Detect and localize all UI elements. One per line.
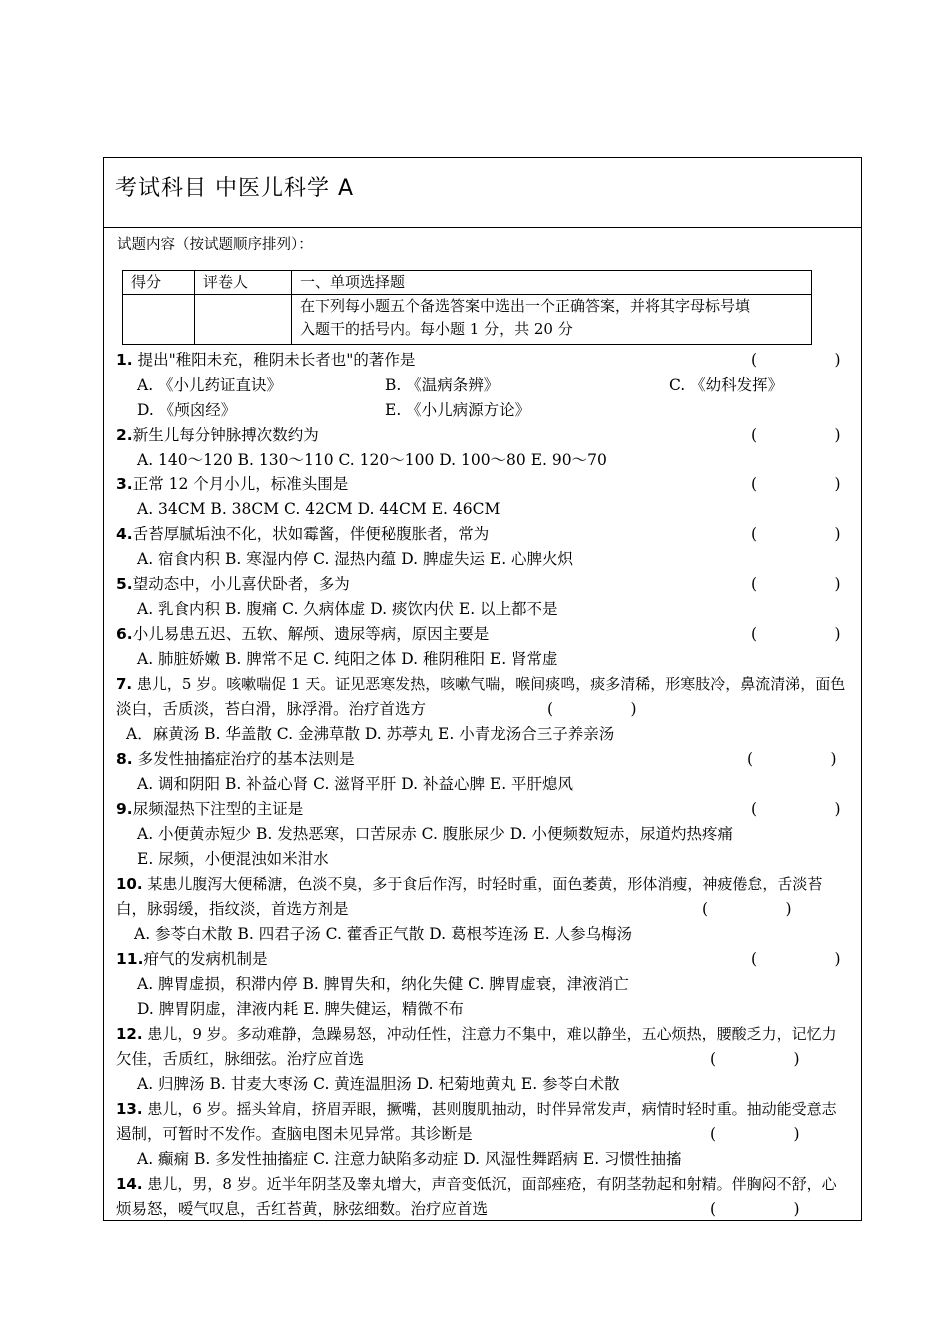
question-text: 患儿，6 岁。摇头耸肩，挤眉弄眼，撅嘴，甚则腹肌抽动，时伴异常发声，病情时轻时重。抽动能受意志 [142, 1100, 837, 1118]
question-number: 1. [116, 351, 133, 369]
question-1-options-row-2 [137, 398, 530, 422]
question-13-stem-line-2: 遏制，可暂时不发作。查脑电图未见异常。其诊断是 [116, 1125, 473, 1143]
option-d: D. 《颅囟经》 [137, 401, 237, 419]
question-number: 6. [116, 625, 133, 643]
answer-bracket[interactable]: ( ) [747, 750, 837, 768]
question-6-options: A. 肺脏娇嫩 B. 脾常不足 C. 纯阳之体 D. 稚阴稚阳 E. 肾常虚 [137, 650, 558, 668]
option-b: B. 《温病条辨》 [385, 376, 500, 394]
score-label: 得分 [123, 271, 195, 295]
question-text: 某患儿腹泻大便稀溏，色淡不臭，多于食后作泻，时轻时重，面色萎黄，形体消瘦，神疲倦怠，舌淡苔 [142, 875, 823, 893]
question-text: 新生儿每分钟脉搏次数约为 [132, 426, 319, 444]
question-4-options: A. 宿食内积 B. 寒湿内停 C. 湿热内蕴 D. 脾虚失运 E. 心脾火炽 [137, 550, 574, 568]
question-1-stem [116, 348, 415, 372]
question-text: 患儿，5 岁。咳嗽喘促 1 天。证见恶寒发热，咳嗽气喘，喉间痰鸣，痰多清稀，形寒肢冷，鼻流清涕，面色 [132, 675, 846, 693]
answer-bracket[interactable]: ( ) [547, 700, 637, 718]
question-text: 多发性抽搐症治疗的基本法则是 [132, 750, 355, 768]
instructions-line-2: 入题干的括号内。每小题 1 分，共 20 分 [300, 320, 573, 338]
answer-bracket[interactable]: ( ) [702, 900, 792, 918]
question-number: 11. [116, 950, 144, 968]
question-3-options: A. 34CM B. 38CM C. 42CM D. 44CM E. 46CM [137, 500, 501, 518]
question-number: 12. [116, 1025, 143, 1043]
question-number: 4. [116, 525, 133, 543]
question-text: 尿频湿热下注型的主证是 [132, 800, 304, 818]
grader-label: 评卷人 [195, 271, 292, 295]
question-number: 7. [116, 675, 133, 693]
option-c: C. 《幼科发挥》 [669, 376, 784, 394]
question-number: 2. [116, 426, 133, 444]
question-number: 8. [116, 750, 133, 768]
question-10-stem-line-1 [116, 872, 822, 896]
question-number: 14. [116, 1175, 143, 1193]
section-title: 一、单项选择题 [292, 271, 812, 295]
question-number: 3. [116, 475, 133, 493]
option-e: E. 《小儿病源方论》 [385, 401, 531, 419]
answer-bracket[interactable]: ( ) [751, 525, 841, 543]
question-7-stem-line-1 [116, 672, 845, 696]
question-4-stem [116, 522, 489, 546]
question-5-options: A. 乳食内积 B. 腹痛 C. 久病体虚 D. 痰饮内伏 E. 以上都不是 [137, 600, 558, 618]
question-number: 9. [116, 800, 133, 818]
question-text: 患儿，9 岁。多动难静，急躁易怒，冲动任性，注意力不集中，难以静坐，五心烦热，腰酸乏力，记忆力 [142, 1025, 837, 1043]
question-8-stem [116, 747, 355, 771]
answer-bracket[interactable]: ( ) [751, 800, 841, 818]
question-7-stem-line-2: 淡白，舌质淡，苔白滑，脉浮滑。治疗首选方 [116, 700, 427, 718]
score-cell[interactable] [123, 295, 195, 345]
question-text: 小儿易患五迟、五软、解颅、遗尿等病，原因主要是 [132, 625, 490, 643]
question-text: 正常 12 个月小儿，标准头围是 [132, 475, 349, 493]
question-10-stem-line-2: 白，脉弱缓，指纹淡，首选方剂是 [116, 900, 349, 918]
question-8-options: A. 调和阴阳 B. 补益心肾 C. 滋肾平肝 D. 补益心脾 E. 平肝熄风 [137, 775, 574, 793]
question-text: 望动态中，小儿喜伏卧者，多为 [132, 575, 350, 593]
question-7-options: A．麻黄汤 B. 华盖散 C. 金沸草散 D. 苏葶丸 E. 小青龙汤合三子养亲汤 [126, 725, 615, 743]
question-12-stem-line-1 [116, 1022, 837, 1046]
question-10-options: A. 参苓白术散 B. 四君子汤 C. 藿香正气散 D. 葛根芩连汤 E. 人参乌梅汤 [134, 925, 633, 943]
answer-bracket[interactable]: ( ) [751, 950, 841, 968]
exam-subject-title: 考试科目 中医儿科学 A [115, 176, 355, 201]
question-9-stem [116, 797, 303, 821]
question-9-options-row-2: E. 尿频，小便混浊如米泔水 [137, 850, 329, 868]
grader-cell[interactable] [195, 295, 292, 345]
question-number: 5. [116, 575, 133, 593]
answer-bracket[interactable]: ( ) [710, 1200, 800, 1218]
question-9-options-row-1: A. 小便黄赤短少 B. 发热恶寒，口苦尿赤 C. 腹胀尿少 D. 小便频数短赤，尿道灼热疼痛 [137, 825, 733, 843]
exam-frame [103, 157, 862, 1221]
question-11-stem [116, 947, 267, 971]
content-label: 试题内容（按试题顺序排列）： [117, 237, 313, 253]
question-3-stem [116, 472, 348, 496]
question-number: 13. [116, 1100, 143, 1118]
subject-row [104, 158, 861, 228]
question-text: 舌苔厚腻垢浊不化，状如霉酱，伴便秘腹胀者，常为 [132, 525, 490, 543]
answer-bracket[interactable]: ( ) [751, 625, 841, 643]
question-text: 疳气的发病机制是 [143, 950, 268, 968]
question-14-stem-line-1 [116, 1172, 837, 1196]
question-11-options-row-1: A. 脾胃虚损，积滞内停 B. 脾胃失和，纳化失健 C. 脾胃虚衰，津液消亡 [137, 975, 629, 993]
question-12-stem-line-2: 欠佳，舌质红，脉细弦。治疗应首选 [116, 1050, 365, 1068]
answer-bracket[interactable]: ( ) [751, 575, 841, 593]
question-11-options-row-2: D. 脾胃阴虚，津液内耗 E. 脾失健运，精微不布 [137, 1000, 464, 1018]
question-2-options: A. 140～120 B. 130～110 C. 120～100 D. 100～80 E. 90～70 [137, 451, 607, 469]
question-5-stem [116, 572, 350, 596]
question-1-options-row-1 [137, 373, 783, 397]
answer-bracket[interactable]: ( ) [710, 1050, 800, 1068]
answer-bracket[interactable]: ( ) [751, 351, 841, 369]
instructions-line-1: 在下列每小题五个备选答案中选出一个正确答案，并将其字母标号填 [300, 297, 751, 315]
option-a: A. 《小儿药证直诀》 [137, 376, 283, 394]
question-text: 患儿，男，8 岁。近半年阴茎及睾丸增大，声音变低沉，面部痤疮，有阴茎勃起和射精。伴胸闷不舒，心 [142, 1175, 837, 1193]
question-13-stem-line-1 [116, 1097, 837, 1121]
question-2-stem [116, 423, 319, 447]
question-text: 提出"稚阳未充，稚阴未长者也"的著作是 [132, 351, 416, 369]
answer-bracket[interactable]: ( ) [751, 475, 841, 493]
question-number: 10. [116, 875, 143, 893]
answer-bracket[interactable]: ( ) [710, 1125, 800, 1143]
question-14-stem-line-2: 烦易怒，嗳气叹息，舌红苔黄，脉弦细数。治疗应首选 [116, 1200, 489, 1218]
question-12-options: A. 归脾汤 B. 甘麦大枣汤 C. 黄连温胆汤 D. 杞菊地黄丸 E. 参苓白术散 [137, 1075, 620, 1093]
question-6-stem [116, 622, 489, 646]
answer-bracket[interactable]: ( ) [751, 426, 841, 444]
score-table [122, 270, 812, 345]
section-instructions [292, 295, 812, 345]
question-13-options: A. 癫痫 B. 多发性抽搐症 C. 注意力缺陷多动症 D. 风湿性舞蹈病 E. 习惯性抽搐 [137, 1150, 682, 1168]
